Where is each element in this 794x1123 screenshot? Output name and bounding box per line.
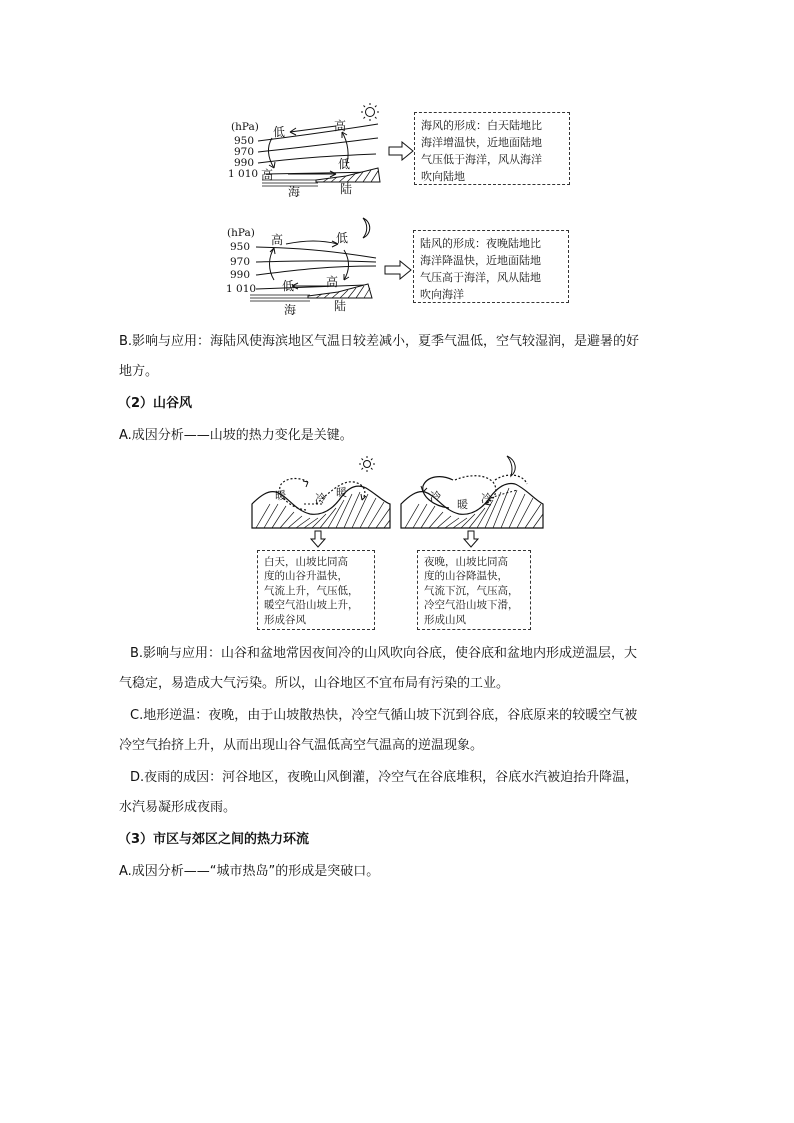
- low-pressure-label: 低: [282, 279, 295, 293]
- cold-label: 冷: [430, 490, 441, 503]
- land-label: 陆: [340, 182, 353, 196]
- sea-breeze-diagram: [228, 100, 388, 200]
- land-label: 陆: [334, 299, 347, 313]
- paragraph-b-line: 地方。: [119, 364, 159, 379]
- paragraph-b-line: 气稳定，易造成大气污染。所以，山谷地区不宜布局有污染的工业。: [119, 676, 510, 691]
- paragraph-a: A.成因分析——山坡的热力变化是关键。: [119, 428, 353, 443]
- isobar-label-950: 950: [234, 135, 255, 147]
- box-line: 气流下沉，气压高，: [424, 584, 519, 597]
- sea-breeze-explanation-box: [414, 112, 570, 185]
- moon-icon: [363, 218, 370, 238]
- high-pressure-label: 高: [334, 119, 347, 133]
- warm-label: 暖: [336, 486, 347, 499]
- isobar-label-950: 950: [230, 241, 251, 253]
- box-line: 吹向陆地: [421, 170, 465, 183]
- section-heading-urban-circulation: （3）市区与郊区之间的热力环流: [118, 832, 310, 847]
- warm-label: 暖: [275, 489, 286, 502]
- box-line: 形成山风: [424, 613, 466, 626]
- arrow-down-icon: [463, 530, 479, 548]
- paragraph-c-line: 冷空气抬挤上升，从而出现山谷气温低高空气温高的逆温现象。: [119, 738, 484, 753]
- valley-wind-day-diagram: [250, 452, 392, 530]
- valley-breeze-explanation-box: [257, 550, 375, 630]
- low-pressure-label: 低: [273, 125, 286, 139]
- high-pressure-label: 高: [261, 168, 274, 182]
- box-line: 海洋降温快，近地面陆地: [420, 254, 541, 267]
- isobar-label-1010: 1 010: [228, 168, 259, 180]
- sun-icon: [361, 103, 379, 121]
- box-line: 度的山谷升温快，: [264, 570, 348, 583]
- cold-label: 冷: [481, 492, 492, 505]
- low-pressure-label: 低: [336, 231, 349, 245]
- paragraph-a: A.成因分析——“城市热岛”的形成是突破口。: [119, 864, 380, 879]
- unit-label: (hPa): [231, 121, 259, 133]
- box-line: 气压高于海洋，风从陆地: [420, 271, 541, 284]
- low-pressure-label: 低: [338, 157, 351, 171]
- mountain-breeze-explanation-box: [417, 550, 531, 630]
- sea-label: 海: [284, 303, 297, 317]
- arrow-right-icon: [388, 141, 414, 161]
- box-line: 冷空气沿山坡下滑，: [424, 599, 519, 612]
- box-line: 白天，山坡比同高: [264, 556, 348, 568]
- paragraph-d-line: 水汽易凝形成夜雨。: [119, 800, 237, 815]
- arrow-right-icon: [384, 260, 412, 280]
- box-line: 陆风的形成：夜晚陆地比: [420, 237, 541, 250]
- land-breeze-explanation-box: [413, 230, 569, 303]
- arrow-down-icon: [310, 530, 326, 548]
- high-pressure-label: 高: [271, 233, 284, 247]
- unit-label: (hPa): [227, 227, 255, 239]
- box-line: 海洋增温快，近地面陆地: [421, 136, 542, 149]
- box-line: 夜晚，山坡比同高: [424, 556, 508, 568]
- box-line: 海风的形成：白天陆地比: [421, 119, 542, 132]
- moon-icon: [507, 456, 515, 476]
- box-line: 吹向海洋: [420, 288, 464, 301]
- paragraph-d-line: D.夜雨的成因：河谷地区，夜晚山风倒灌，冷空气在谷底堆积，谷底水汽被迫抬升降温，: [130, 770, 639, 785]
- box-line: 气流上升，气压低，: [264, 584, 359, 597]
- warm-label: 暖: [457, 498, 468, 511]
- box-line: 度的山谷降温快，: [424, 570, 508, 583]
- isobar-label-990: 990: [230, 269, 251, 281]
- isobar-label-970: 970: [230, 256, 251, 268]
- sea-label: 海: [288, 185, 301, 199]
- paragraph-b-line: B.影响与应用：山谷和盆地常因夜间冷的山风吹向谷底，使谷底和盆地内形成逆温层，大: [130, 646, 638, 661]
- paragraph-b-line: B.影响与应用：海陆风使海滨地区气温日较差减小，夏季气温低，空气较湿润，是避暑的好: [119, 334, 640, 349]
- isobar-label-1010: 1 010: [226, 283, 257, 295]
- cold-label: 冷: [315, 492, 326, 505]
- isobar-label-990: 990: [234, 157, 255, 169]
- section-heading-valley-wind: （2）山谷风: [118, 396, 193, 411]
- land-breeze-diagram: [226, 214, 386, 318]
- sun-icon: [359, 456, 375, 472]
- box-line: 形成谷风: [264, 613, 306, 626]
- valley-wind-night-diagram: [399, 452, 545, 530]
- isobar-label-970: 970: [234, 146, 255, 158]
- paragraph-c-line: C.地形逆温：夜晚，由于山坡散热快，冷空气循山坡下沉到谷底，谷底原来的较暖空气被: [130, 708, 638, 723]
- high-pressure-label: 高: [326, 275, 339, 289]
- box-line: 气压低于海洋，风从海洋: [421, 153, 542, 166]
- box-line: 暖空气沿山坡上升，: [264, 599, 359, 612]
